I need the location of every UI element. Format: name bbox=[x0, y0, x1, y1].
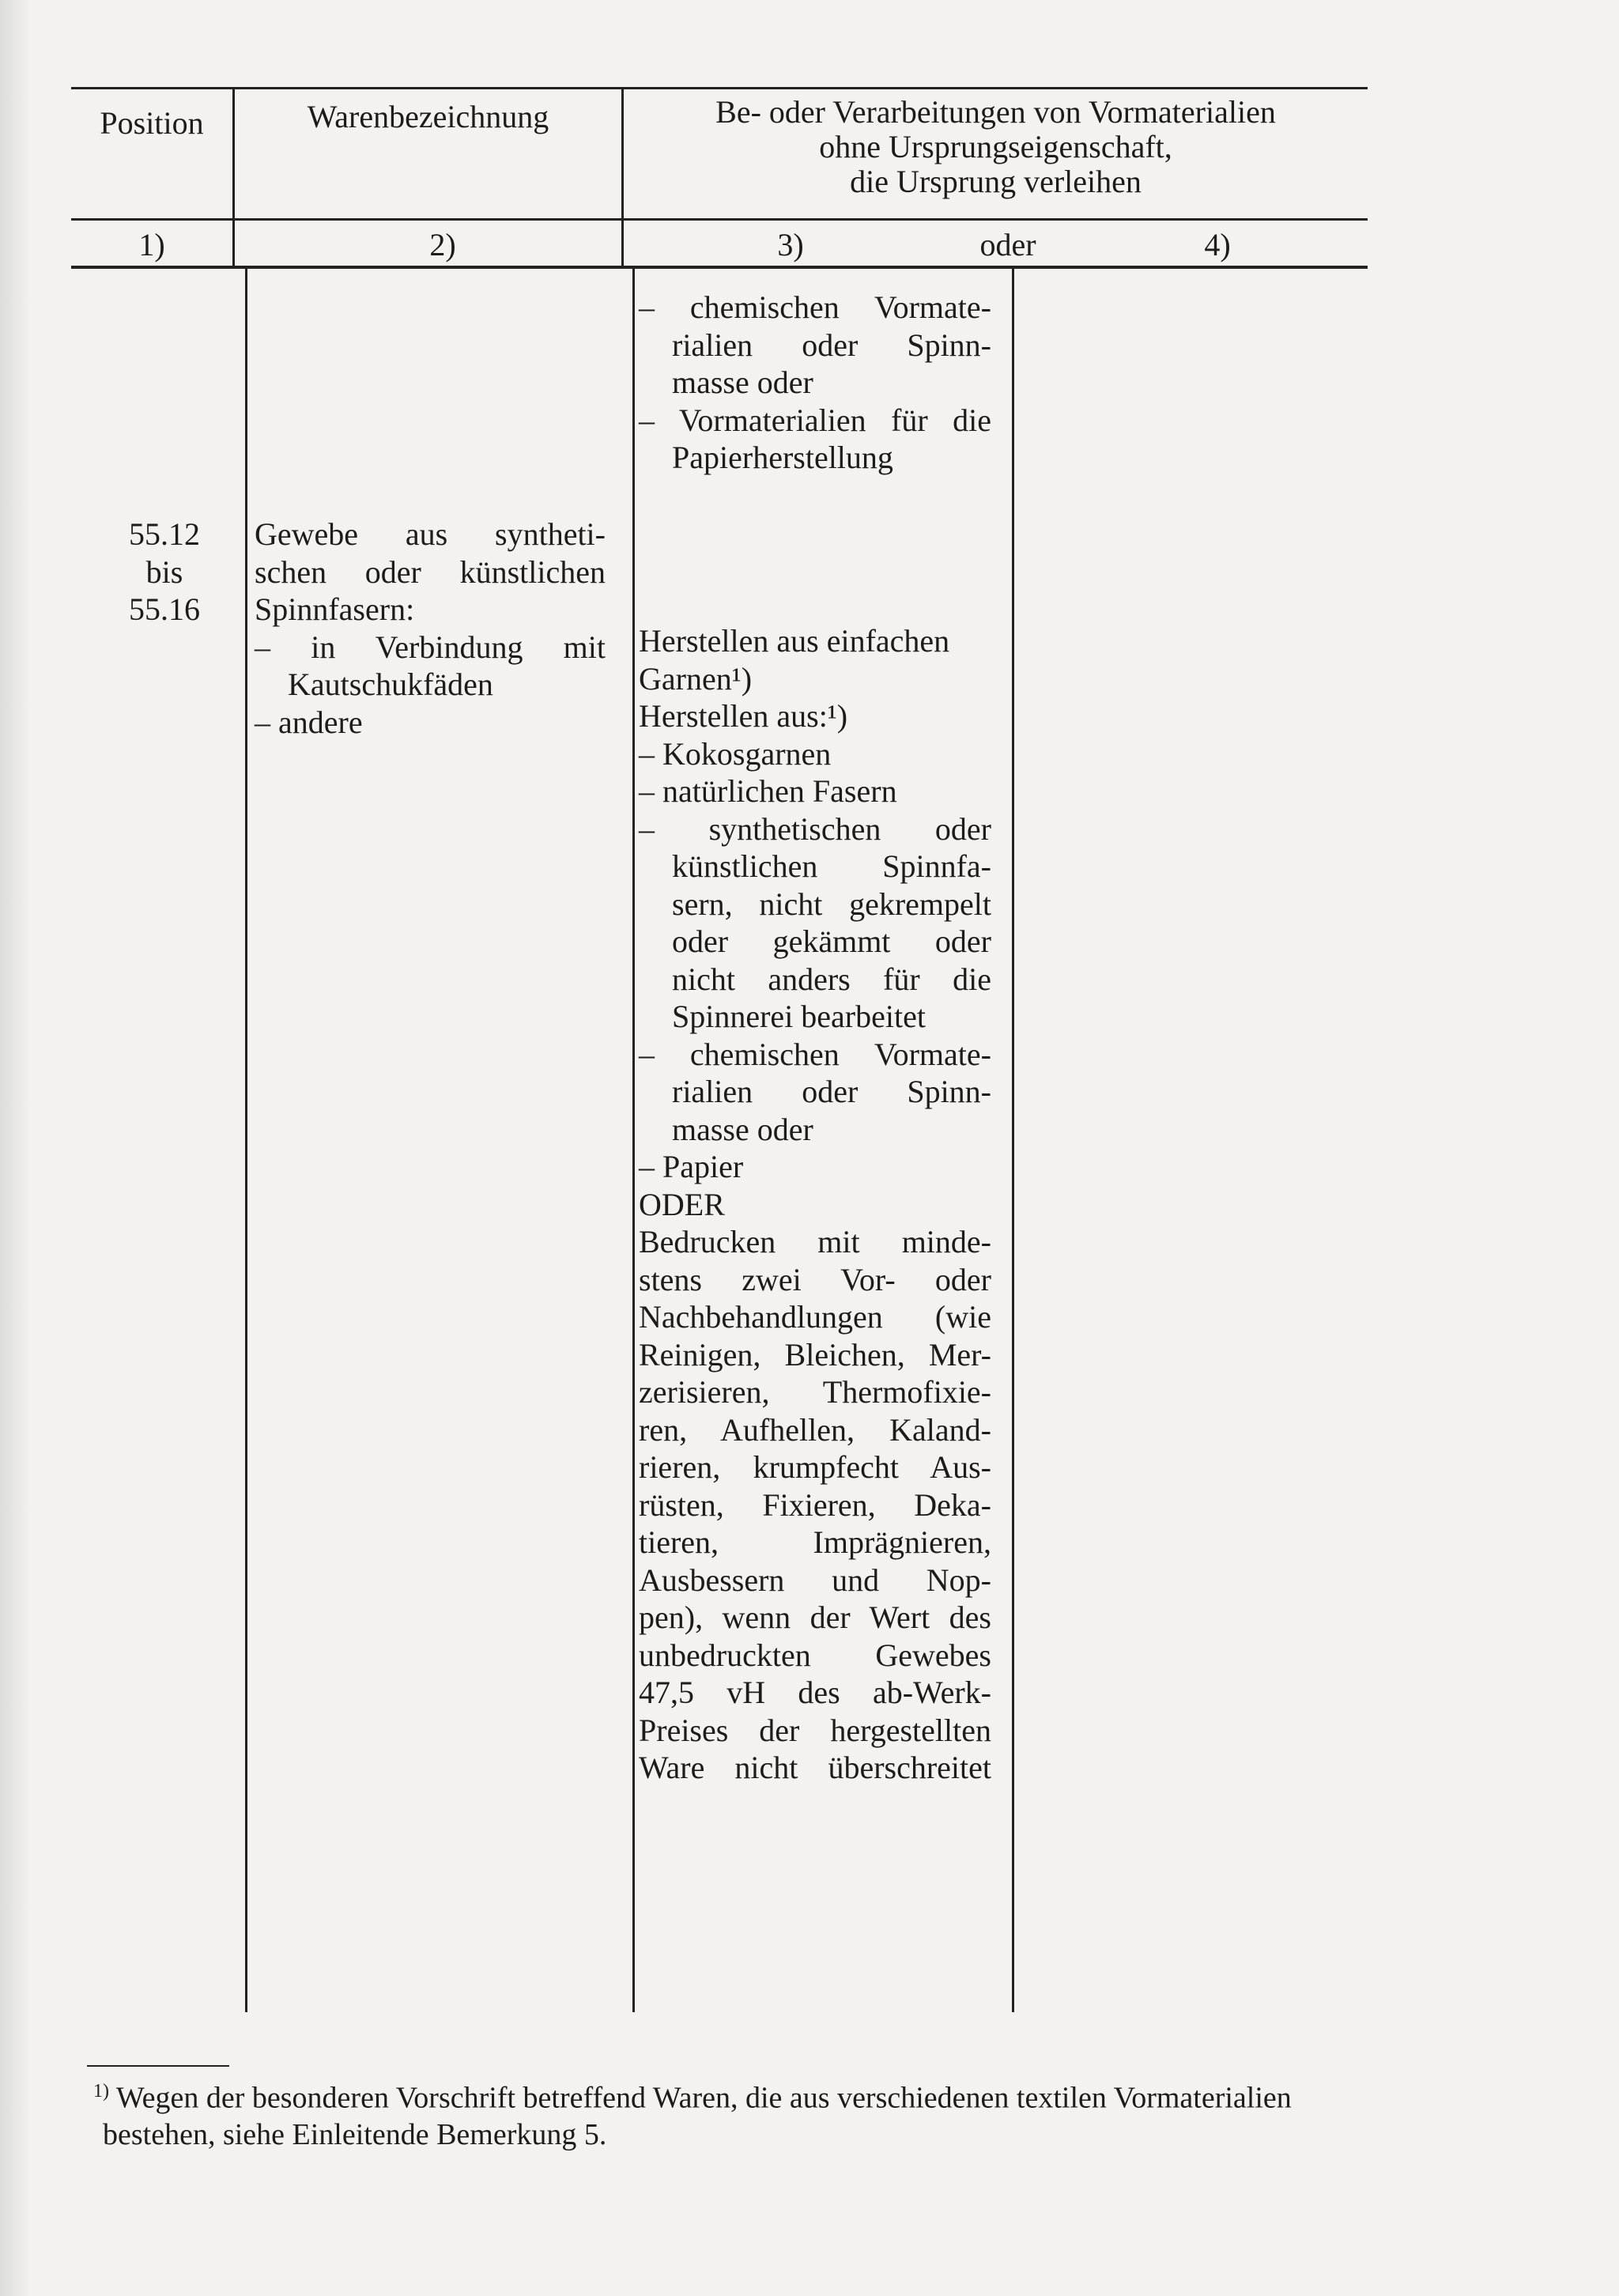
processing-line: pen), wenn der Wert des bbox=[639, 1599, 991, 1635]
description-line: Gewebe aus syntheti- bbox=[255, 516, 606, 552]
processing-rule-rubber bbox=[639, 622, 991, 697]
processing-line: 47,5 vH des ab-Werk- bbox=[639, 1675, 991, 1710]
continued-line: – Vormaterialien für die bbox=[639, 402, 991, 438]
processing-line: rüsten, Fixieren, Deka- bbox=[639, 1486, 991, 1523]
continued-line: masse oder bbox=[672, 364, 813, 400]
description-line: – andere bbox=[255, 704, 363, 740]
processing-line: – chemischen Vormate- bbox=[639, 1036, 991, 1072]
column-number-2: 2) bbox=[429, 227, 456, 262]
processing-line: Nachbehandlungen (wie bbox=[639, 1299, 991, 1335]
description-line: schen oder künstlichen bbox=[255, 553, 606, 590]
position-line: bis bbox=[145, 553, 183, 590]
body-divider-1 bbox=[245, 269, 247, 2012]
processing-line: – Papier bbox=[639, 1149, 744, 1184]
header-position: Position bbox=[100, 105, 204, 141]
header-processing bbox=[624, 95, 1368, 199]
goods-description bbox=[255, 515, 606, 741]
header-processing-line-1: Be- oder Verarbeitungen von Vormaterialien bbox=[715, 94, 1276, 130]
processing-line: sern, nicht gekrempelt bbox=[672, 886, 991, 922]
processing-line: unbedruckten Gewebes bbox=[639, 1637, 991, 1673]
scan-shadow bbox=[0, 0, 32, 2296]
continued-list bbox=[639, 289, 991, 477]
processing-line: ODER bbox=[639, 1186, 725, 1222]
header-processing-line-3: die Ursprung verleihen bbox=[850, 164, 1142, 199]
header-rule bbox=[71, 218, 1368, 221]
column-number-4: 4) bbox=[1204, 227, 1231, 262]
footnote-line-1 bbox=[93, 2073, 1390, 2117]
processing-line: stens zwei Vor- oder bbox=[639, 1261, 991, 1297]
processing-line: Spinnerei bearbeitet bbox=[672, 999, 926, 1034]
top-rule bbox=[71, 87, 1368, 89]
processing-line: rieren, krumpfecht Aus- bbox=[639, 1449, 991, 1485]
processing-line: Ware nicht überschreitet bbox=[639, 1750, 991, 1785]
processing-line: oder gekämmt oder bbox=[672, 923, 991, 959]
body-divider-2 bbox=[632, 269, 635, 2012]
position-code bbox=[109, 515, 220, 629]
footnote-rule bbox=[87, 2065, 229, 2067]
position-line: 55.16 bbox=[129, 591, 200, 627]
processing-line: Preises der hergestellten bbox=[639, 1712, 991, 1748]
processing-line: – synthetischen oder bbox=[639, 810, 991, 847]
processing-line: Ausbessern und Nop- bbox=[639, 1562, 991, 1598]
processing-line: Herstellen aus:¹) bbox=[639, 698, 848, 734]
processing-rule-other bbox=[639, 697, 991, 1787]
column-number-3: 3) bbox=[777, 227, 804, 262]
footnote bbox=[93, 2073, 1390, 2153]
processing-line: zerisieren, Thermofixie- bbox=[639, 1374, 991, 1410]
footnote-marker: 1) bbox=[93, 2081, 109, 2102]
description-line: – in Verbindung mit bbox=[255, 629, 606, 665]
processing-line: masse oder bbox=[672, 1111, 813, 1147]
continued-line: Papierherstellung bbox=[672, 440, 893, 475]
numbers-rule bbox=[71, 266, 1368, 269]
processing-line: Garnen¹) bbox=[639, 660, 753, 697]
processing-line: nicht anders für die bbox=[672, 961, 991, 997]
processing-line: Reinigen, Bleichen, Mer- bbox=[639, 1336, 991, 1373]
position-line: 55.12 bbox=[129, 516, 200, 552]
continued-line: rialien oder Spinn- bbox=[672, 327, 991, 363]
column-oder: oder bbox=[979, 227, 1036, 262]
processing-line: ren, Aufhellen, Kaland- bbox=[639, 1411, 991, 1448]
header-description: Warenbezeichnung bbox=[307, 99, 549, 134]
processing-line: – natürlichen Fasern bbox=[639, 773, 897, 809]
footnote-text-1: Wegen der besonderen Vorschrift betreffend Waren, die aus verschiedenen textilen Vormaterialien bbox=[115, 2081, 1292, 2115]
description-line: Kautschukfäden bbox=[288, 667, 493, 702]
processing-line: rialien oder Spinn- bbox=[672, 1074, 991, 1109]
footnote-line-2: bestehen, siehe Einleitende Bemerkung 5. bbox=[103, 2117, 607, 2151]
body-divider-3 bbox=[1012, 269, 1014, 2012]
description-line: Spinnfasern: bbox=[255, 591, 415, 627]
header-processing-line-2: ohne Ursprungseigenschaft, bbox=[819, 129, 1172, 164]
processing-line: Bedrucken mit minde- bbox=[639, 1224, 991, 1259]
processing-line: – Kokosgarnen bbox=[639, 735, 832, 772]
processing-line: künstlichen Spinnfa- bbox=[672, 848, 991, 884]
column-number-1: 1) bbox=[138, 227, 165, 262]
processing-line: tieren, Imprägnieren, bbox=[639, 1524, 991, 1560]
processing-line: Herstellen aus einfachen bbox=[639, 623, 950, 659]
continued-line: – chemischen Vormate- bbox=[639, 289, 991, 325]
